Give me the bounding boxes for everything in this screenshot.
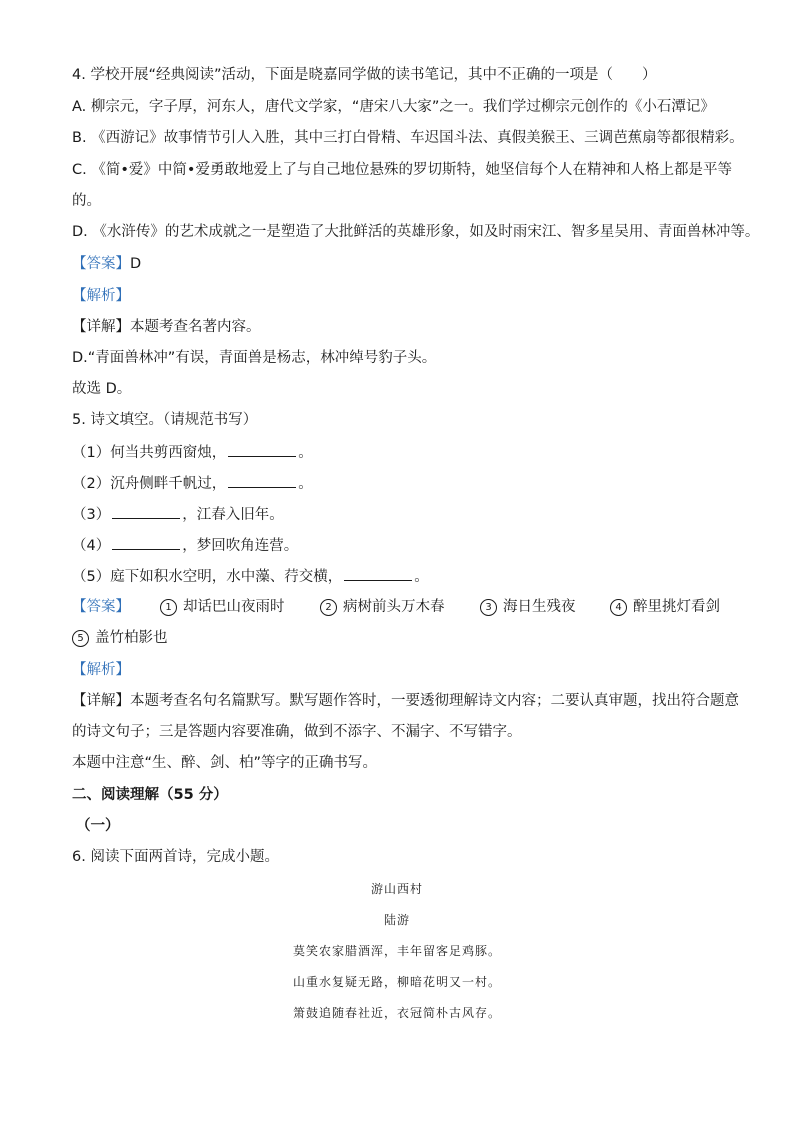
question-5-answers: [72, 597, 722, 617]
question-5-detail-continued: 的诗文句子；三是答题内容要准确，做到不添字、不漏字、不写错字。: [72, 724, 522, 740]
poem-line-1: 莫笑农家腊酒浑，丰年留客足鸡豚。: [292, 944, 501, 958]
fill-item-1: [72, 442, 313, 463]
blank-line: [228, 473, 296, 488]
answer-text: 海日生残夜: [503, 599, 576, 615]
answer-text: 却话巴山夜雨时: [183, 599, 285, 615]
poem-author: 陆游: [383, 913, 410, 927]
poem-line-3: 箫鼓追随春社近，衣冠简朴古风存。: [292, 1006, 501, 1020]
question-4-option-c-continued: 的。: [72, 193, 101, 209]
circled-number: 5: [72, 630, 89, 647]
fill-item-text: （5）庭下如积水空明，水中藻、荇交横，: [72, 569, 343, 585]
detail-text: 本题考查名句名篇默写。默写题作答时，一要透彻理解诗文内容；二要认真审题，找出符合题意: [130, 693, 739, 709]
answer-text: 盖竹柏影也: [95, 630, 168, 646]
question-5-note: 本题中注意“生、醉、剑、柏”等字的正确书写。: [72, 755, 378, 771]
fill-item-text: （2）沉舟侧畔千帆过，: [72, 476, 227, 492]
poem-title: 游山西村: [370, 882, 423, 896]
fill-item-punct: 。: [298, 445, 313, 461]
fill-item-punct: ，江春入旧年。: [182, 507, 284, 523]
circled-number: 1: [160, 599, 177, 616]
fill-item-text: （3）: [72, 507, 111, 523]
detail-tag: 【详解】: [72, 693, 130, 709]
answer-text: 病树前头万木春: [343, 599, 445, 615]
fill-item-5: [72, 566, 429, 587]
fill-item-3: [72, 504, 284, 525]
answer-text: 醉里挑灯看剑: [633, 599, 720, 615]
question-4-conclusion: 故选 D。: [72, 381, 132, 397]
detail-tag: 【详解】: [72, 319, 130, 335]
fill-item-4: [72, 535, 298, 556]
question-4-stem: 4. 学校开展“经典阅读”活动，下面是晓嘉同学做的读书笔记，其中不正确的一项是（ ）: [72, 67, 657, 83]
answer-item-4: [610, 597, 720, 617]
question-4-option-b: B. 《西游记》故事情节引人入胜，其中三打白骨精、车迟国斗法、真假美猴王、三调芭蕉扇等都很精彩。: [72, 130, 744, 146]
blank-line: [112, 535, 180, 550]
answer-item-3: [480, 597, 576, 617]
circled-number: 3: [480, 599, 497, 616]
answer-tag: 【答案】: [72, 256, 130, 272]
answer-item-5: [72, 628, 168, 648]
blank-line: [228, 442, 296, 457]
fill-item-punct: ，梦回吹角连营。: [182, 538, 299, 554]
blank-line: [344, 566, 412, 581]
question-4-option-d: D. 《水浒传》的艺术成就之一是塑造了大批鲜活的英雄形象，如及时雨宋江、智多星吴用、青面兽林冲等。: [72, 224, 760, 240]
question-4-detail: [72, 317, 261, 337]
section-title: 二、阅读理解（55 分）: [72, 787, 228, 803]
analysis-tag: 【解析】: [72, 662, 130, 678]
question-5-detail: [72, 691, 739, 711]
fill-item-punct: 。: [298, 476, 313, 492]
answer-tag: 【答案】: [72, 599, 130, 615]
fill-item-punct: 。: [414, 569, 429, 585]
answer-value: D: [130, 256, 142, 272]
question-5-stem: 5. 诗文填空。（请规范书写）: [72, 412, 258, 428]
detail-text: 本题考查名著内容。: [130, 319, 261, 335]
analysis-tag: 【解析】: [72, 288, 130, 304]
blank-line: [112, 504, 180, 519]
fill-item-2: [72, 473, 313, 494]
answer-item-2: [320, 597, 445, 617]
answer-item-1: [160, 597, 285, 617]
fill-item-text: （4）: [72, 538, 111, 554]
question-4-explanation: D.“青面兽林冲”有误，青面兽是杨志，林冲绰号豹子头。: [72, 350, 437, 366]
question-4-answer: [72, 254, 141, 274]
subsection-title: （一）: [76, 818, 120, 834]
circled-number: 2: [320, 599, 337, 616]
fill-item-text: （1）何当共剪西窗烛，: [72, 445, 227, 461]
question-4-option-a: A. 柳宗元，字子厚，河东人，唐代文学家，“唐宋八大家”之一。我们学过柳宗元创作的《小石潭记》: [72, 99, 715, 115]
question-4-option-c: C. 《简•爱》中简•爱勇敢地爱上了与自己地位悬殊的罗切斯特，她坚信每个人在精神和人格上都是平等: [72, 162, 732, 178]
poem-line-2: 山重水复疑无路，柳暗花明又一村。: [292, 975, 501, 989]
question-6-stem: 6. 阅读下面两首诗，完成小题。: [72, 849, 279, 865]
circled-number: 4: [610, 599, 627, 616]
